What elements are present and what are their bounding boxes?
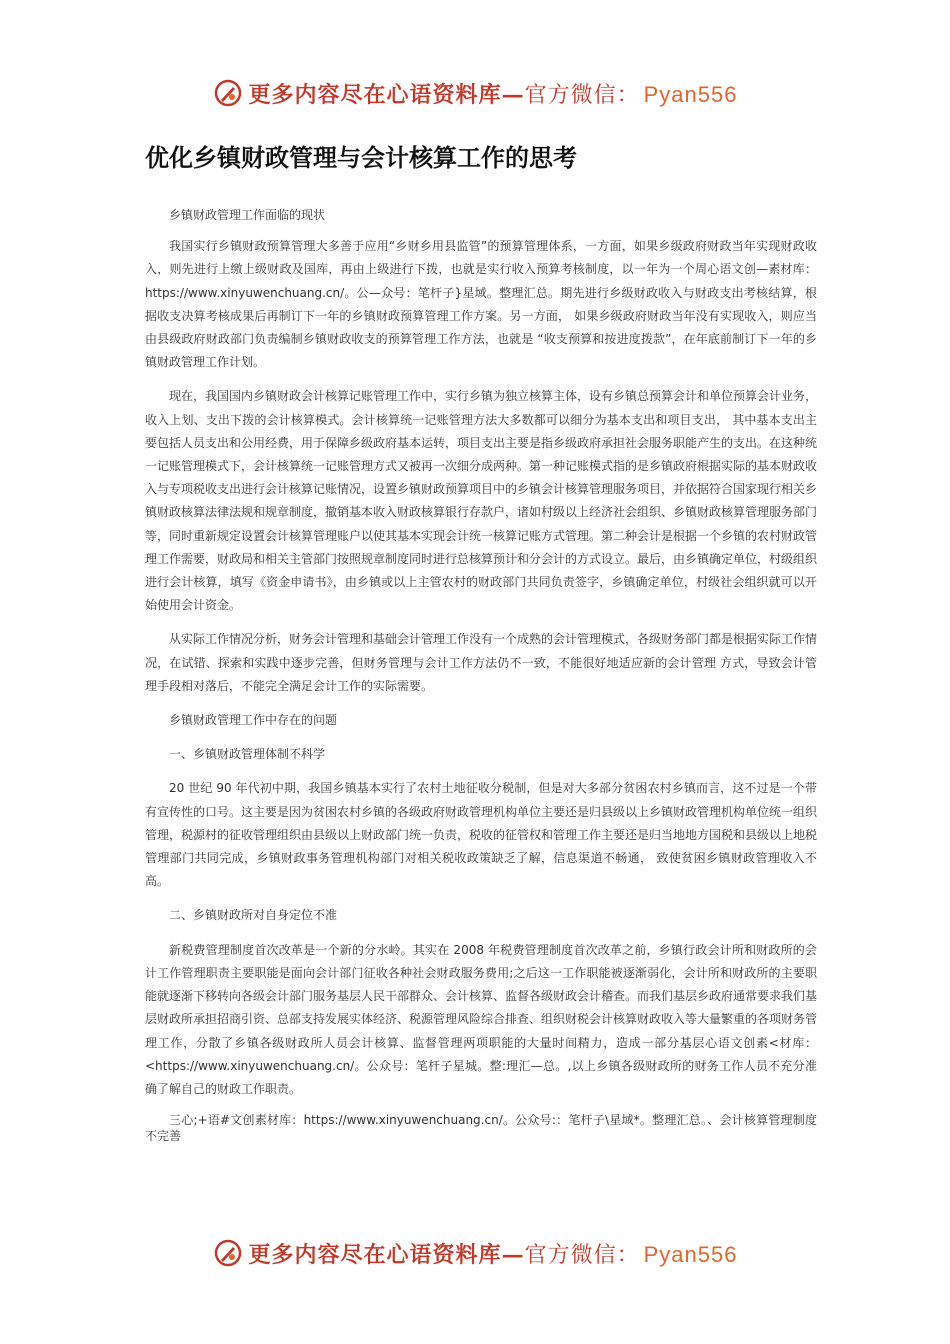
wechat-id: Pyan556: [643, 1241, 738, 1267]
section-heading: 乡镇财政管理工作中存在的问题: [169, 713, 338, 728]
header-banner: [0, 73, 950, 113]
logo-icon: [213, 1238, 243, 1268]
subsection-heading: 一、乡镇财政管理体制不科学: [169, 747, 326, 762]
document-title: 优化乡镇财政管理与会计核算工作的思考: [145, 144, 577, 172]
footer-banner: [0, 1233, 950, 1273]
wechat-id: Pyan556: [643, 81, 738, 107]
paragraph: 现在，我国国内乡镇财政会计核算记账管理工作中，实行乡镇为独立核算主体，设有乡镇总预算会计和单位预算会计业务，收入上划、支出下拨的会计核算模式。会计核算统一记账管理方法大多数都可以细分为基本支出和项目支出， 其中基本支出主要包括人员支出和公用经费，用于保障乡级政府基本运转，项目支出主要是指乡级政府承担社会服务职能产生的支出。在这种统一记账管理模式下，会计核算统一记账管理方式又被再一次细分成两种。第一种记账模式指的是乡镇政府根据实际的基本财政收入与专项税收支出进行会计核算记账情况，设置乡镇财政预算项目中的乡镇会计核算管理服务项目，并依据符合国家现行相关乡镇财政核算法律法规和规章制度，撤销基本收入财政核算银行存款户，诸如村级以上经济社会组织、乡镇财政核算管理服务部门等，同时重新规定设置会计核算管理账户以使其基本实现会计统一核算记账方式管理。第二种会计是根据一个乡镇的农村财政管理工作需要，财政局和相关主管部门按照规章制度同时进行总核算预计和分会计的方式设立。最后，由乡镇确定单位，村级组织进行会计核算，填写《资金申请书》，由乡镇或以上主管农村的财政部门共同负责签字，乡镇确定单位，村级社会组织就可以开始使用会计资金。: [145, 389, 818, 613]
banner-text: 更多内容尽在心语资料库—官方微信： Pyan556: [248, 81, 738, 108]
logo-icon: [213, 78, 243, 108]
paragraph: 三心;+语#文创素材库：https://www.xinyuwenchuang.cn/。公众号:：笔杆子\星域*。整理汇总。、会计核算管理制度不完善: [145, 1113, 817, 1144]
banner-text: 更多内容尽在心语资料库—官方微信： Pyan556: [248, 1241, 738, 1268]
paragraph: 新税费管理制度首次改革是一个新的分水岭。其实在 2008 年税费管理制度首次改革之前，乡镇行政会计所和财政所的会计工作管理职责主要职能是面向会计部门征收各种社会财政服务费用;之后这一工作职能被逐渐弱化，会计所和财政所的主要职能就逐渐下移转向各级会计部门服务基层人民干部群众、会计核算、监督各级财政会计稽查。而我们基层乡政府通常要求我们基层财政所承担招商引资、总部支持发展实体经济、税源管理风险综合排查、组织财税会计核算财政收入等大量繁重的各项财务管理工作，分散了乡镇各级财政所人员会计核算、监督管理两项职能的大量时间精力，造成一部分基层心语文创素<材库：<https://www.xinyuwenchuang.cn/。公众号：笔杆子星城。整:理汇—总。,以上乡镇各级财政所的财务工作人员不充分准确了解自己的财政工作职责。: [145, 942, 818, 1096]
paragraph: 从实际工作情况分析，财务会计管理和基础会计管理工作没有一个成熟的会计管理模式，各级财务部门都是根据实际工作情况，在试错、探索和实践中逐步完善，但财务管理与会计工作方法仍不一致，不能很好地适应新的会计管理 方式，导致会计管理手段相对落后，不能完全满足会计工作的实际需要。: [145, 632, 818, 693]
subsection-heading: 二、乡镇财政所对自身定位不准: [169, 908, 338, 923]
paragraph: 我国实行乡镇财政预算管理大多善于应用“乡财乡用县监管”的预算管理体系，一方面，如果乡级政府财政当年实现财政收入，则先进行上缴上级财政及国库，再由上级进行下拨，也就是实行收入预算考核制度，以一年为一个周心语文创—素材库：https://www.xinyuwenchuang.cn/。公—众号：笔杆子}星域。整理汇总。期先进行乡级财政收入与财政支出考核结算，根据收支决算考核成果后再制订下一年的乡镇财政预算管理工作方案。另一方面， 如果乡级政府财政当年没有实现收入，则应当由县级政府财政部门负责编制乡镇财政收支的预算管理工作方法，也就是 “收支预算和按进度拨款”，在年底前制订下一年的乡镇财政管理工作计划。: [145, 239, 817, 370]
section-heading: 乡镇财政管理工作面临的现状: [169, 208, 326, 222]
document-body: [145, 204, 817, 1144]
paragraph: 20 世纪 90 年代初中期，我国乡镇基本实行了农村土地征收分税制，但是对大多部分贫困农村乡镇而言，这不过是一个带有宣传性的口号。这主要是因为贫困农村乡镇的各级政府财政管理机构单位主要还是归县级以上乡镇财政管理机构单位统一组织管理，税源村的征收管理组织由县级以上财政部门统一负责，税收的征管权和管理工作主要还是归当地地方国税和县级以上地税管理部门共同完成，乡镇财政事务管理机构部门对相关税收政策缺乏了解，信息渠道不畅通， 致使贫困乡镇财政管理收入不高。: [145, 781, 818, 889]
